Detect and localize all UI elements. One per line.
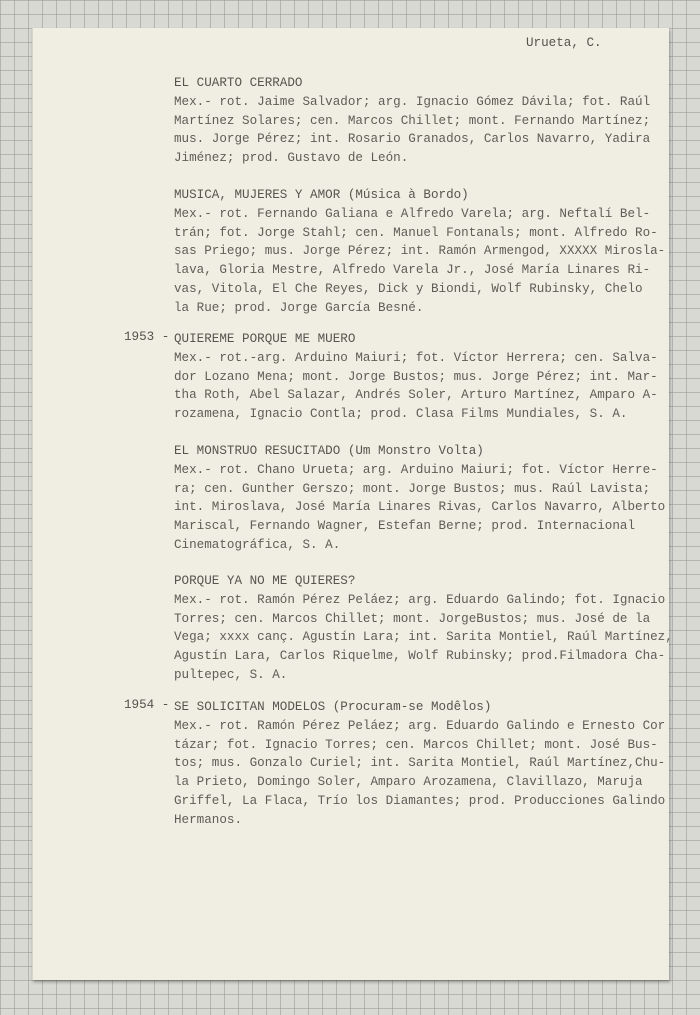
film-credits-line: rozamena, Ignacio Contla; prod. Clasa Films Mundiales, S. A. (174, 407, 628, 422)
film-title: QUIEREME PORQUE ME MUERO (174, 332, 356, 346)
film-entry (174, 572, 674, 685)
film-credits-line: la Prieto, Domingo Soler, Amparo Arozamena, Clavillazo, Maruja (174, 775, 643, 790)
film-credits-line: Mex.- rot. Chano Urueta; arg. Arduino Maiuri; fot. Víctor Herre- (174, 462, 658, 477)
film-title: PORQUE YA NO ME QUIERES? (174, 574, 356, 588)
film-credits-line: Mex.- rot. Fernando Galiana e Alfredo Varela; arg. Neftalí Bel- (174, 206, 651, 221)
year-label: 1953 - (124, 330, 170, 344)
film-credits-line: pultepec, S. A. (174, 667, 288, 682)
film-credits-line: Mex.- rot. Ramón Pérez Peláez; arg. Eduardo Galindo e Ernesto Cor (174, 718, 666, 733)
film-title: SE SOLICITAN MODELOS (Procuram-se Modêlos) (174, 700, 492, 714)
film-credits-line: Vega; xxxx canç. Agustín Lara; int. Sarita Montiel, Raúl Martínez, (174, 630, 673, 645)
year-label: 1954 - (124, 698, 170, 712)
film-credits-line: lava, Gloria Mestre, Alfredo Varela Jr., José María Linares Ri- (174, 263, 651, 278)
film-credits-line: la Rue; prod. Jorge García Besné. (174, 300, 424, 315)
film-entry (174, 442, 674, 555)
film-credits-line: Mex.- rot. Jaime Salvador; arg. Ignacio Gómez Dávila; fot. Raúl (174, 94, 651, 109)
film-entry (174, 186, 674, 318)
film-credits-line: tha Roth, Abel Salazar, Andrés Soler, Arturo Martínez, Amparo A- (174, 388, 658, 403)
director-header: Urueta, C. (526, 36, 602, 50)
film-credits-line: ra; cen. Gunther Gerszo; mont. Jorge Bustos; mus. Raúl Lavista; (174, 481, 651, 496)
film-credits-line: Cinematográfica, S. A. (174, 537, 341, 552)
film-credits-line: Torres; cen. Marcos Chillet; mont. JorgeBustos; mus. José de la (174, 611, 651, 626)
film-credits-line: Griffel, La Flaca, Trío los Diamantes; prod. Producciones Galindo (174, 793, 666, 808)
film-credits-line: dor Lozano Mena; mont. Jorge Bustos; mus. Jorge Pérez; int. Mar- (174, 369, 658, 384)
film-credits-line: Mex.- rot. Ramón Pérez Peláez; arg. Eduardo Galindo; fot. Ignacio (174, 592, 666, 607)
film-credits-line: tos; mus. Gonzalo Curiel; int. Sarita Montiel, Raúl Martínez,Chu- (174, 756, 666, 771)
film-credits-line: Mex.- rot.-arg. Arduino Maiuri; fot. Víctor Herrera; cen. Salva- (174, 350, 658, 365)
film-credits-line: Mariscal, Fernando Wagner, Estefan Berne; prod. Internacional (174, 519, 636, 534)
film-credits-line: trán; fot. Jorge Stahl; cen. Manuel Fontanals; mont. Alfredo Ro- (174, 225, 658, 240)
film-credits-line: Martínez Solares; cen. Marcos Chillet; mont. Fernando Martínez; (174, 113, 651, 128)
film-credits-line: int. Miroslava, José María Linares Rivas, Carlos Navarro, Alberto (174, 500, 666, 515)
film-credits-line: sas Priego; mus. Jorge Pérez; int. Ramón Armengod, XXXXX Mirosla- (174, 244, 666, 259)
film-entry (174, 330, 674, 424)
film-credits-line: tázar; fot. Ignacio Torres; cen. Marcos Chillet; mont. José Bus- (174, 737, 658, 752)
film-credits-line: vas, Vitola, El Che Reyes, Dick y Biondi, Wolf Rubinsky, Chelo (174, 281, 643, 296)
film-title: EL CUARTO CERRADO (174, 76, 303, 90)
film-title: MUSICA, MUJERES Y AMOR (Música à Bordo) (174, 188, 469, 202)
film-credits-line: Jiménez; prod. Gustavo de León. (174, 151, 409, 166)
film-entry (174, 74, 674, 168)
film-entry (174, 698, 674, 830)
film-credits-line: Agustín Lara, Carlos Riquelme, Wolf Rubinsky; prod.Filmadora Cha- (174, 649, 666, 664)
film-credits-line: mus. Jorge Pérez; int. Rosario Granados, Carlos Navarro, Yadira (174, 132, 651, 147)
film-title: EL MONSTRUO RESUCITADO (Um Monstro Volta) (174, 444, 484, 458)
film-credits-line: Hermanos. (174, 812, 243, 827)
